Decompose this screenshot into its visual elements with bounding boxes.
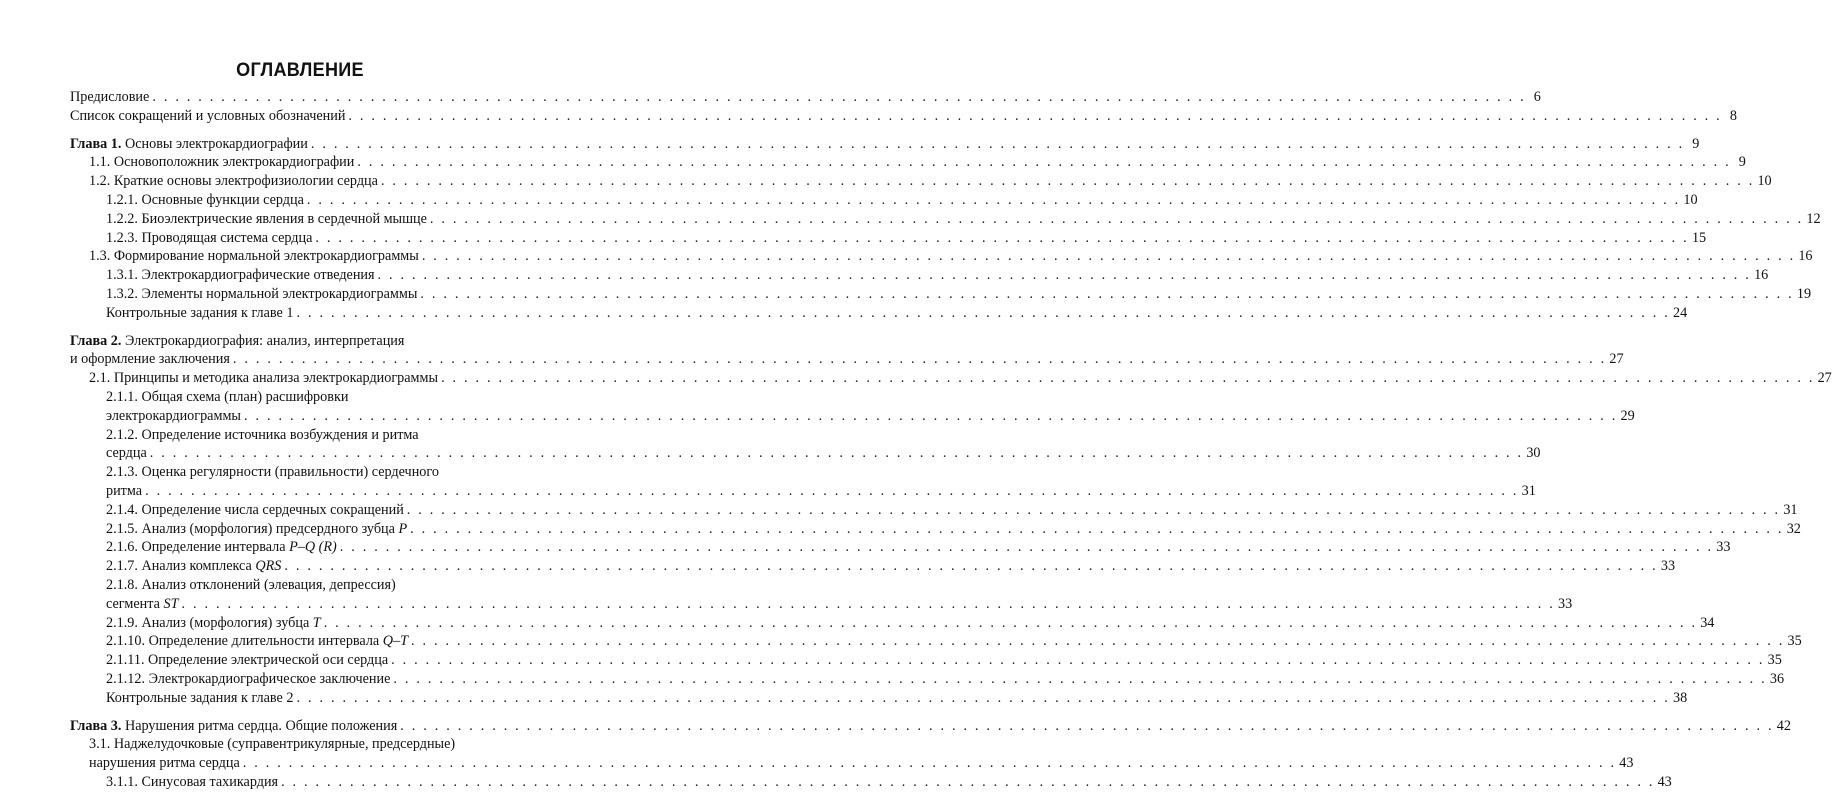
toc-entry-text: 1.3.2. Элементы нормальной электрокардиограммы (106, 285, 418, 302)
dot-leader: . . . . . . . . . . . . . . . . . . . . . . . . . . . . . . . . . . . . . . . . . . . . . . . . . . . . . . . . . . . . . . . . . . . . . . . . . . . . . . . . . . . . . . . . . . . . . . . . . . . . . . . . . . . . . . . . . . . . . . . . (393, 670, 1767, 687)
dot-leader: . . . . . . . . . . . . . . . . . . . . . . . . . . . . . . . . . . . . . . . . . . . . . . . . . . . . . . . . . . . . . . . . . . . . . . . . . . . . . . . . . . . . . . . . . . . . . . . . . . . . . . . . . . . . . . . . . . . . . . . . (296, 689, 1670, 706)
toc-entry-text: и оформление заключения (70, 351, 230, 368)
toc-entry-label (70, 107, 345, 126)
toc-entry[interactable] (70, 595, 1573, 614)
toc-entry-label (106, 520, 407, 539)
toc-entry-text: 1.3.1. Электрокардиографические отведения (106, 267, 375, 284)
dot-leader: . . . . . . . . . . . . . . . . . . . . . . . . . . . . . . . . . . . . . . . . . . . . . . . . . . . . . . . . . . . . . . . . . . . . . . . . . . . . . . . . . . . . . . . . . . . . . . . . . . . . . . . . . . . . . . . . . . . . . . . . (377, 267, 1752, 284)
toc-entry[interactable] (70, 210, 1821, 229)
dot-leader: . . . . . . . . . . . . . . . . . . . . . . . . . . . . . . . . . . . . . . . . . . . . . . . . . . . . . . . . . . . . . . . . . . . . . . . . . . . . . . . . . . . . . . . . . . . . . . . . . . . . . . . . . . . . . . . . . . . . . . . . (152, 89, 1526, 105)
toc-entry[interactable] (70, 717, 1791, 736)
toc-entry[interactable] (70, 670, 1785, 689)
toc-entry-label (106, 651, 388, 670)
toc-entry[interactable] (70, 369, 1832, 388)
section-gap (70, 708, 514, 717)
toc-entry-text: 2.1.4. Определение числа сердечных сокращений (106, 501, 404, 518)
chapter-number: Глава 2. (70, 332, 122, 349)
toc-page-number: 6 (1533, 89, 1541, 105)
toc-entry-label (106, 482, 142, 501)
toc-entry-label (70, 332, 404, 351)
dot-leader: . . . . . . . . . . . . . . . . . . . . . . . . . . . . . . . . . . . . . . . . . . . . . . . . . . . . . . . . . . . . . . . . . . . . . . . . . . . . . . . . . . . . . . . . . . . . . . . . . . . . . . . . . . . . . . . . . . . . . . . . (380, 173, 1755, 190)
dot-leader: . . . . . . . . . . . . . . . . . . . . . . . . . . . . . . . . . . . . . . . . . . . . . . . . . . . . . . . . . . . . . . . . . . . . . . . . . . . . . . . . . . . . . . . . . . . . . . . . . . . . . . . . . . . . . . . . . . . . . . . . (149, 445, 1524, 462)
toc-entry-label (106, 191, 304, 210)
toc-entry[interactable] (70, 304, 1688, 323)
toc-page-number: 33 (1558, 595, 1573, 612)
toc-entry-text: 2.1.8. Анализ отклонений (элевация, депрессия) (106, 576, 396, 593)
dot-leader: . . . . . . . . . . . . . . . . . . . . . . . . . . . . . . . . . . . . . . . . . . . . . . . . . . . . . . . . . . . . . . . . . . . . . . . . . . . . . . . . . . . . . . . . . . . . . . . . . . . . . . . . . . . . . . . . . . . . . . . . (315, 229, 1689, 246)
toc-entry-label (106, 501, 404, 520)
toc-entry[interactable] (70, 135, 1700, 154)
toc-page-number: 34 (1700, 614, 1715, 631)
dot-leader: . . . . . . . . . . . . . . . . . . . . . . . . . . . . . . . . . . . . . . . . . . . . . . . . . . . . . . . . . . . . . . . . . . . . . . . . . . . . . . . . . . . . . . . . . . . . . . . . . . . . . . . . . . . . . . . . . . . . . . . . (406, 501, 1781, 518)
toc-entry-label (106, 670, 390, 689)
toc-entry-label (89, 172, 378, 191)
toc-page-number: 43 (1619, 755, 1634, 772)
toc-entry[interactable] (70, 407, 1635, 426)
toc-entry[interactable] (70, 501, 1798, 520)
toc-entry-text: 2.1.11. Определение электрической оси сердца (106, 652, 389, 669)
toc-entry-text: сегмента (106, 595, 164, 612)
toc-entry-symbol: Q–T (382, 633, 409, 650)
toc-entry-label (70, 350, 230, 369)
toc-entry-text: 2.1.3. Оценка регулярности (правильности) сердечного (106, 464, 439, 481)
toc-entry[interactable] (70, 735, 514, 754)
section-gap (70, 126, 514, 135)
toc-entry-text: сердца (106, 445, 147, 462)
toc-entry-text: 3.1.1. Синусовая тахикардия (106, 773, 279, 790)
toc-entry-text: Контрольные задания к главе 1 (106, 304, 294, 321)
toc-entry[interactable] (70, 107, 1737, 126)
dot-leader: . . . . . . . . . . . . . . . . . . . . . . . . . . . . . . . . . . . . . . . . . . . . . . . . . . . . . . . . . . . . . . . . . . . . . . . . . . . . . . . . . . . . . . . . . . . . . . . . . . . . . . . . . . . . . . . . . . . . . . . . (420, 285, 1794, 302)
dot-leader: . . . . . . . . . . . . . . . . . . . . . . . . . . . . . . . . . . . . . . . . . . . . . . . . . . . . . . . . . . . . . . . . . . . . . . . . . . . . . . . . . . . . . . . . . . . . . . . . . . . . . . . . . . . . . . . . . . . . . . . . (306, 191, 1681, 208)
toc-entry-text: 2.1.5. Анализ (морфология) предсердного зубца (106, 520, 399, 537)
toc-entry-label (89, 754, 240, 773)
toc-entry-label (106, 426, 419, 445)
toc-page-number: 24 (1673, 304, 1688, 321)
dot-leader: . . . . . . . . . . . . . . . . . . . . . . . . . . . . . . . . . . . . . . . . . . . . . . . . . . . . . . . . . . . . . . . . . . . . . . . . . . . . . . . . . . . . . . . . . . . . . . . . . . . . . . . . . . . . . . . . . . . . . . . . (391, 652, 1765, 669)
toc-page-number: 10 (1757, 173, 1772, 190)
dot-leader: . . . . . . . . . . . . . . . . . . . . . . . . . . . . . . . . . . . . . . . . . . . . . . . . . . . . . . . . . . . . . . . . . . . . . . . . . . . . . . . . . . . . . . . . . . . . . . . . . . . . . . . . . . . . . . . . . . . . . . . . (400, 717, 1774, 734)
toc-entry[interactable] (70, 153, 1746, 172)
dot-leader: . . . . . . . . . . . . . . . . . . . . . . . . . . . . . . . . . . . . . . . . . . . . . . . . . . . . . . . . . . . . . . . . . . . . . . . . . . . . . . . . . . . . . . . . . . . . . . . . . . . . . . . . . . . . . . . . . . . . . . . . (357, 154, 1731, 171)
toc-entry[interactable] (70, 332, 514, 351)
dot-leader: . . . . . . . . . . . . . . . . . . . . . . . . . . . . . . . . . . . . . . . . . . . . . . . . . . . . . . . . . . . . . . . . . . . . . . . . . . . . . . . . . . . . . . . . . . . . . . . . . . . . . . . . . . . . . . . . . . . . . . . . (348, 107, 1722, 124)
toc-entry-label (89, 369, 438, 388)
toc-entry[interactable] (70, 614, 1715, 633)
section-gap (70, 323, 514, 332)
toc-entry-text: 2.1.9. Анализ (морфология) зубца (106, 614, 313, 631)
toc-page-number: 12 (1806, 210, 1821, 227)
toc-entry[interactable] (70, 576, 514, 595)
dot-leader: . . . . . . . . . . . . . . . . . . . . . . . . . . . . . . . . . . . . . . . . . . . . . . . . . . . . . . . . . . . . . . . . . . . . . . . . . . . . . . . . . . . . . . . . . . . . . . . . . . . . . . . . . . . . . . . . . . . . . . . . (296, 304, 1670, 321)
toc-entry-label (106, 407, 241, 426)
dot-leader: . . . . . . . . . . . . . . . . . . . . . . . . . . . . . . . . . . . . . . . . . . . . . . . . . . . . . . . . . . . . . . . . . . . . . . . . . . . . . . . . . . . . . . . . . . . . . . . . . . . . . . . . . . . . . . . . . . . . . . . . (323, 614, 1698, 631)
toc-page-number: 30 (1526, 445, 1541, 462)
toc-entry-text: нарушения ритма сердца (89, 755, 240, 772)
toc-entry-label (89, 153, 354, 172)
toc-page-number: 35 (1767, 652, 1782, 669)
toc-entry-label (106, 463, 439, 482)
toc-entry[interactable] (70, 172, 1772, 191)
toc-entry[interactable] (70, 444, 1541, 463)
dot-leader: . . . . . . . . . . . . . . . . . . . . . . . . . . . . . . . . . . . . . . . . . . . . . . . . . . . . . . . . . . . . . . . . . . . . . . . . . . . . . . . . . . . . . . . . . . . . . . . . . . . . . . . . . . . . . . . . . . . . . . . . (429, 210, 1804, 227)
dot-leader: . . . . . . . . . . . . . . . . . . . . . . . . . . . . . . . . . . . . . . . . . . . . . . . . . . . . . . . . . . . . . . . . . . . . . . . . . . . . . . . . . . . . . . . . . . . . . . . . . . . . . . . . . . . . . . . . . . . . . . . . (243, 407, 1618, 424)
toc-entry-text: 3.1. Наджелудочковые (суправентрикулярные, предсердные) (89, 736, 456, 753)
page-title: ОГЛАВЛЕНИЕ (236, 60, 364, 81)
toc-entry-label (106, 689, 293, 708)
chapter-number: Глава 1. (70, 135, 122, 152)
toc-page-number: 33 (1660, 558, 1676, 575)
toc-entry-text: Нарушения ритма сердца. Общие положения (121, 717, 398, 734)
toc-page-number: 31 (1521, 482, 1536, 499)
toc-entry[interactable] (70, 689, 1688, 708)
toc-entry-symbol: ST (163, 595, 179, 612)
dot-leader: . . . . . . . . . . . . . . . . . . . . . . . . . . . . . . . . . . . . . . . . . . . . . . . . . . . . . . . . . . . . . . . . . . . . . . . . . . . . . . . . . . . . . . . . . . . . . . . . . . . . . . . . . . . . . . . . . . . . . . . . (145, 482, 1519, 499)
toc-entry-label (89, 247, 419, 266)
toc-entry-text: 2.1.7. Анализ комплекса (106, 558, 256, 575)
toc-entry-label (106, 576, 396, 595)
toc-entry[interactable] (70, 632, 1802, 651)
toc-entry-text: 1.3. Формирование нормальной электрокардиограммы (89, 248, 419, 265)
toc-entry-label (70, 135, 308, 154)
toc-entry[interactable] (70, 266, 1769, 285)
toc-page-number: 42 (1776, 717, 1791, 734)
toc-entry-text: Электрокардиография: анализ, интерпретация (121, 332, 405, 349)
toc-page-number: 19 (1796, 285, 1812, 302)
toc-entry-text: Контрольные задания к главе 2 (106, 689, 294, 706)
dot-leader: . . . . . . . . . . . . . . . . . . . . . . . . . . . . . . . . . . . . . . . . . . . . . . . . . . . . . . . . . . . . . . . . . . . . . . . . . . . . . . . . . . . . . . . . . . . . . . . . . . . . . . . . . . . . . . . . . . . . . . . . (232, 351, 1607, 368)
toc-entry-text: 2.1.2. Определение источника возбуждения и ритма (106, 426, 419, 443)
toc-entry-text: электрокардиограммы (106, 407, 241, 424)
toc-entry-label (106, 632, 408, 651)
toc-entry[interactable] (70, 285, 1812, 304)
dot-leader: . . . . . . . . . . . . . . . . . . . . . . . . . . . . . . . . . . . . . . . . . . . . . . . . . . . . . . . . . . . . . . . . . . . . . . . . . . . . . . . . . . . . . . . . . . . . . . . . . . . . . . . . . . . . . . . . . . . . . . . . (284, 558, 1658, 575)
toc-page-number: 29 (1620, 407, 1635, 424)
toc-page-number: 33 (1716, 539, 1731, 556)
table-of-contents (70, 88, 1832, 792)
toc-entry-label (106, 266, 375, 285)
toc-entry[interactable] (70, 754, 1634, 773)
toc-entry-text: 2.1.10. Определение длительности интервала (106, 633, 383, 650)
toc-entry-label (106, 538, 337, 557)
toc-page-number: 32 (1786, 520, 1801, 537)
toc-entry-label (106, 595, 178, 614)
toc-entry[interactable] (70, 88, 1541, 107)
toc-entry-label (106, 557, 281, 576)
dot-leader: . . . . . . . . . . . . . . . . . . . . . . . . . . . . . . . . . . . . . . . . . . . . . . . . . . . . . . . . . . . . . . . . . . . . . . . . . . . . . . . . . . . . . . . . . . . . . . . . . . . . . . . . . . . . . . . . . . . . . . . . (421, 248, 1796, 265)
toc-entry-label (89, 735, 455, 754)
toc-entry[interactable] (70, 538, 1731, 557)
dot-leader: . . . . . . . . . . . . . . . . . . . . . . . . . . . . . . . . . . . . . . . . . . . . . . . . . . . . . . . . . . . . . . . . . . . . . . . . . . . . . . . . . . . . . . . . . . . . . . . . . . . . . . . . . . . . . . . . . . . . . . . . (181, 595, 1555, 612)
toc-entry[interactable] (70, 482, 1536, 501)
toc-entry-label (106, 229, 312, 248)
toc-entry-text: Основы электрокардиографии (121, 135, 308, 152)
chapter-number: Глава 3. (70, 717, 122, 734)
dot-leader: . . . . . . . . . . . . . . . . . . . . . . . . . . . . . . . . . . . . . . . . . . . . . . . . . . . . . . . . . . . . . . . . . . . . . . . . . . . . . . . . . . . . . . . . . . . . . . . . . . . . . . . . . . . . . . . . . . . . . . . . (310, 135, 1685, 152)
dot-leader: . . . . . . . . . . . . . . . . . . . . . . . . . . . . . . . . . . . . . . . . . . . . . . . . . . . . . . . . . . . . . . . . . . . . . . . . . . . . . . . . . . . . . . . . . . . . . . . . . . . . . . . . . . . . . . . . . . . . . . . . (411, 633, 1785, 650)
toc-page-number: 36 (1769, 670, 1785, 687)
toc-entry-symbol: T (312, 614, 321, 631)
dot-leader: . . . . . . . . . . . . . . . . . . . . . . . . . . . . . . . . . . . . . . . . . . . . . . . . . . . . . . . . . . . . . . . . . . . . . . . . . . . . . . . . . . . . . . . . . . . . . . . . . . . . . . . . . . . . . . . . . . . . . . . . (410, 520, 1784, 537)
toc-page-number: 35 (1787, 633, 1802, 650)
toc-entry-text: ритма (106, 482, 143, 499)
toc-entry-label (106, 304, 293, 323)
toc-page-number: 8 (1729, 107, 1737, 124)
toc-entry-text: 1.2.1. Основные функции сердца (106, 191, 304, 208)
toc-entry-text: Список сокращений и условных обозначений (70, 107, 346, 124)
toc-entry-label (70, 88, 149, 107)
toc-page-number: 10 (1683, 191, 1698, 208)
toc-entry-label (106, 285, 417, 304)
dot-leader: . . . . . . . . . . . . . . . . . . . . . . . . . . . . . . . . . . . . . . . . . . . . . . . . . . . . . . . . . . . . . . . . . . . . . . . . . . . . . . . . . . . . . . . . . . . . . . . . . . . . . . . . . . . . . . . . . . . . . . . . (242, 755, 1617, 772)
toc-page-number: 15 (1691, 229, 1707, 246)
toc-page-number: 31 (1783, 501, 1798, 518)
toc-entry-text: 1.2.2. Биоэлектрические явления в сердечной мышце (106, 210, 427, 227)
toc-entry[interactable] (70, 350, 1624, 369)
toc-page-number: 16 (1798, 248, 1813, 265)
toc-entry-text: 2.1.1. Общая схема (план) расшифровки (106, 388, 349, 405)
toc-page-number: 27 (1609, 351, 1624, 368)
dot-leader: . . . . . . . . . . . . . . . . . . . . . . . . . . . . . . . . . . . . . . . . . . . . . . . . . . . . . . . . . . . . . . . . . . . . . . . . . . . . . . . . . . . . . . . . . . . . . . . . . . . . . . . . . . . . . . . . . . . . . . . . (441, 370, 1815, 387)
toc-entry-text: 2.1.6. Определение интервала (106, 539, 290, 556)
toc-page-number: 9 (1738, 154, 1746, 171)
toc-entry-symbol: QRS (255, 558, 282, 575)
toc-entry-label (106, 388, 348, 407)
toc-entry-text: 2.1. Принципы и методика анализа электрокардиограммы (89, 370, 439, 387)
toc-entry-text: 1.2. Краткие основы электрофизиологии сердца (89, 173, 378, 190)
toc-page-number: 38 (1673, 689, 1688, 706)
toc-entry[interactable] (70, 520, 1801, 539)
toc-entry-label (106, 614, 321, 633)
toc-entry[interactable] (70, 426, 514, 445)
dot-leader: . . . . . . . . . . . . . . . . . . . . . . . . . . . . . . . . . . . . . . . . . . . . . . . . . . . . . . . . . . . . . . . . . . . . . . . . . . . . . . . . . . . . . . . . . . . . . . . . . . . . . . . . . . . . . . . . . . . . . . . . (339, 539, 1714, 556)
toc-entry[interactable] (70, 463, 514, 482)
toc-entry[interactable] (70, 773, 1672, 792)
toc-entry-text: 1.2.3. Проводящая система сердца (106, 229, 313, 246)
toc-entry[interactable] (70, 651, 1782, 670)
toc-entry-symbol: P–Q (R) (289, 539, 337, 556)
toc-entry[interactable] (70, 229, 1707, 248)
toc-page-number: 27 (1817, 370, 1832, 387)
toc-page-number: 9 (1692, 135, 1700, 152)
toc-page-number: 43 (1657, 773, 1672, 790)
toc-entry-label (70, 717, 397, 736)
toc-entry-label (106, 773, 278, 792)
toc-entry[interactable] (70, 247, 1813, 266)
toc-entry-text: 1.1. Основоположник электрокардиографии (89, 154, 355, 171)
toc-entry-label (106, 444, 147, 463)
toc-entry[interactable] (70, 388, 514, 407)
toc-entry[interactable] (70, 191, 1698, 210)
dot-leader: . . . . . . . . . . . . . . . . . . . . . . . . . . . . . . . . . . . . . . . . . . . . . . . . . . . . . . . . . . . . . . . . . . . . . . . . . . . . . . . . . . . . . . . . . . . . . . . . . . . . . . . . . . . . . . . . . . . . . . . . (281, 773, 1655, 790)
toc-entry-text: 2.1.12. Электрокардиографическое заключение (106, 670, 391, 687)
toc-entry-label (106, 210, 427, 229)
toc-entry-text: Предисловие (70, 89, 150, 105)
toc-entry-symbol: P (398, 520, 408, 537)
toc-entry[interactable] (70, 557, 1676, 576)
toc-page-number: 16 (1754, 267, 1769, 284)
